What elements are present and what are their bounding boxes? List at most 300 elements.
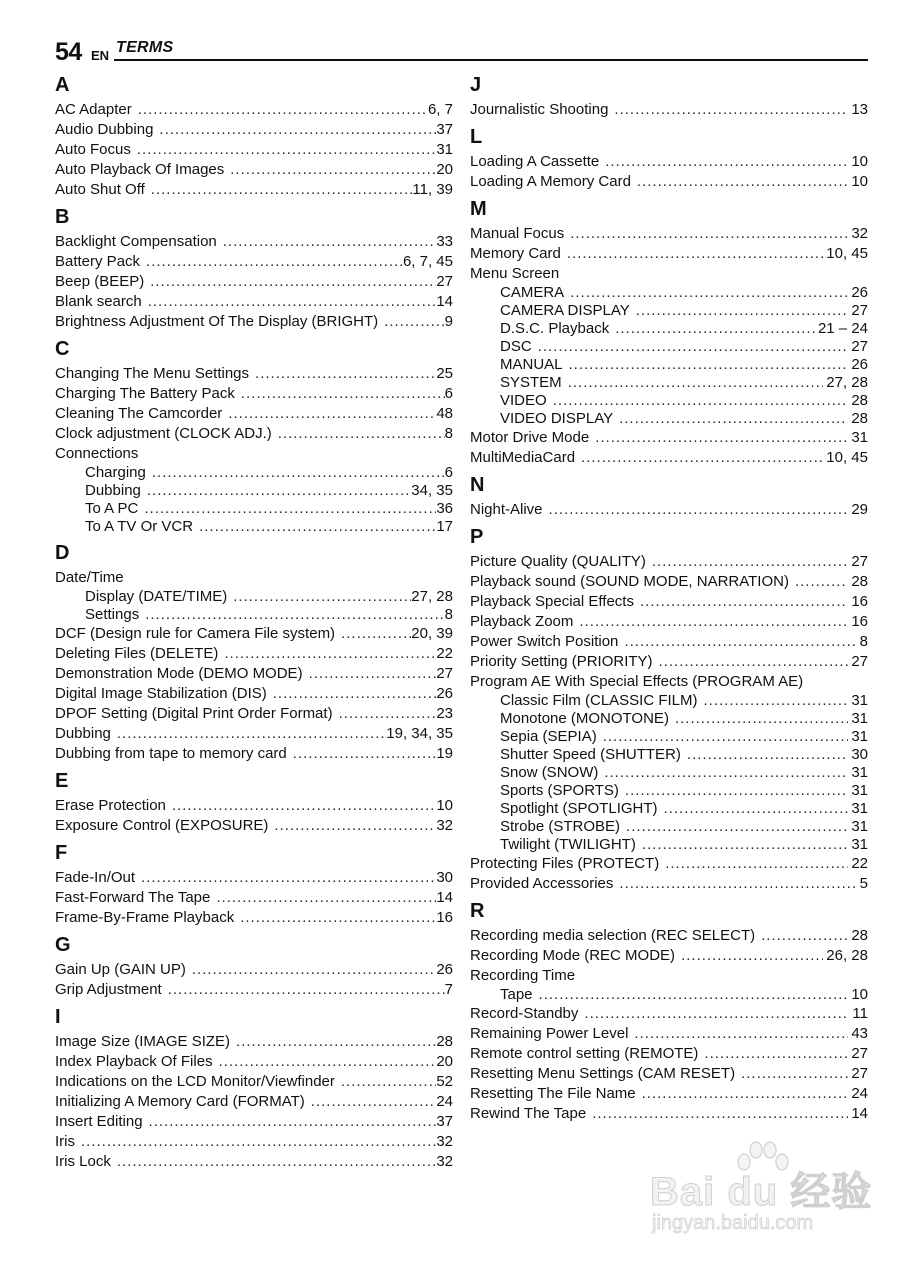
section-letter: G: [55, 934, 71, 956]
dot-leader: [568, 374, 824, 392]
index-entry: [55, 960, 453, 980]
index-entry: [55, 684, 453, 704]
index-subentry: [55, 606, 453, 624]
entry-term: Auto Playback Of Images: [55, 161, 225, 178]
dot-leader: [341, 624, 411, 644]
entry-term: AC Adapter: [55, 101, 132, 118]
entry-term: Dubbing from tape to memory card: [55, 745, 287, 762]
index-entry: [470, 672, 868, 692]
dot-leader: [148, 292, 437, 312]
entry-page-ref: 32: [436, 1153, 453, 1170]
entry-page-ref: 20: [436, 1053, 453, 1070]
entry-page-ref: 22: [851, 855, 868, 872]
dot-leader: [255, 364, 436, 384]
dot-leader: [151, 180, 413, 200]
index-entry: [55, 232, 453, 252]
entry-term: MANUAL: [500, 356, 563, 373]
entry-term: Loading A Memory Card: [470, 173, 631, 190]
dot-leader: [675, 710, 848, 728]
entry-term: Sports (SPORTS): [500, 782, 619, 799]
dot-leader: [581, 448, 823, 468]
dot-leader: [549, 500, 849, 520]
index-section-b: [55, 204, 453, 332]
entry-term: Backlight Compensation: [55, 233, 217, 250]
entry-page-ref: 14: [436, 889, 453, 906]
dot-leader: [141, 868, 436, 888]
entry-term: Motor Drive Mode: [470, 429, 590, 446]
index-entry: [55, 1072, 453, 1092]
entry-page-ref: 52: [436, 1073, 453, 1090]
entry-term: Date/Time: [55, 569, 124, 586]
dot-leader: [223, 232, 437, 252]
entry-page-ref: 11: [852, 1005, 868, 1022]
entry-term: Remaining Power Level: [470, 1025, 629, 1042]
entry-page-ref: 28: [851, 392, 868, 409]
index-entry: [55, 1152, 453, 1172]
entry-term: Power Switch Position: [470, 633, 619, 650]
dot-leader: [192, 960, 436, 980]
dot-leader: [584, 1004, 849, 1024]
entry-page-ref: 27, 28: [411, 588, 453, 605]
page-title: TERMS: [116, 39, 174, 56]
dot-leader: [216, 888, 436, 908]
section-letter: B: [55, 206, 70, 228]
entry-page-ref: 37: [436, 1113, 453, 1130]
entry-page-ref: 27: [851, 553, 868, 570]
entry-page-ref: 26: [436, 685, 453, 702]
index-entry: [55, 704, 453, 724]
dot-leader: [172, 796, 436, 816]
entry-term: Indications on the LCD Monitor/Viewfinder: [55, 1073, 335, 1090]
entry-page-ref: 28: [436, 1033, 453, 1050]
index-section-j: [470, 72, 868, 120]
dot-leader: [634, 1024, 848, 1044]
entry-term: Audio Dubbing: [55, 121, 154, 138]
index-entry: [470, 1004, 868, 1024]
dot-leader: [570, 224, 848, 244]
index-entry: [55, 384, 453, 404]
entry-page-ref: 23: [436, 705, 453, 722]
entry-page-ref: 27: [851, 302, 868, 319]
index-entry: [55, 888, 453, 908]
entry-term: Resetting The File Name: [470, 1085, 636, 1102]
entry-term: CAMERA: [500, 284, 565, 301]
dot-leader: [149, 1112, 437, 1132]
dot-leader: [538, 338, 849, 356]
entry-page-ref: 31: [851, 710, 868, 727]
entry-term: Erase Protection: [55, 797, 166, 814]
index-entry: [470, 428, 868, 448]
entry-term: Rewind The Tape: [470, 1105, 587, 1122]
entry-page-ref: 32: [436, 817, 453, 834]
dot-leader: [579, 612, 848, 632]
index-entry: [470, 152, 868, 172]
index-column-right: [470, 72, 868, 1124]
entry-page-ref: 27: [851, 1065, 868, 1082]
entry-page-ref: 6, 7, 45: [402, 253, 453, 270]
index-entry: [470, 500, 868, 520]
entry-page-ref: 26: [851, 284, 868, 301]
entry-page-ref: 24: [851, 1085, 868, 1102]
index-subentry: [470, 986, 868, 1004]
entry-term: Display (DATE/TIME): [85, 588, 228, 605]
dot-leader: [741, 1064, 848, 1084]
index-entry: [470, 854, 868, 874]
entry-page-ref: 28: [851, 410, 868, 427]
entry-term: Snow (SNOW): [500, 764, 599, 781]
dot-leader: [152, 464, 445, 482]
index-entry: [55, 404, 453, 424]
index-entry: [470, 612, 868, 632]
page-header: [55, 36, 868, 66]
index-section-n: [470, 472, 868, 520]
dot-leader: [236, 1032, 436, 1052]
entry-page-ref: 6: [444, 464, 453, 481]
entry-term: Charging: [85, 464, 146, 481]
index-subentry: [470, 392, 868, 410]
entry-page-ref: 10: [851, 986, 868, 1003]
index-entry: [55, 816, 453, 836]
dot-leader: [664, 800, 849, 818]
entry-page-ref: 24: [436, 1093, 453, 1110]
entry-page-ref: 31: [851, 764, 868, 781]
index-subentry: [470, 410, 868, 428]
dot-leader: [228, 404, 436, 424]
entry-page-ref: 26: [436, 961, 453, 978]
index-section-g: [55, 932, 453, 1000]
entry-page-ref: 11, 39: [412, 181, 453, 198]
section-letter: M: [470, 198, 487, 220]
entry-page-ref: 31: [436, 141, 453, 158]
entry-page-ref: 16: [436, 909, 453, 926]
entry-page-ref: 36: [436, 500, 453, 517]
entry-term: Program AE With Special Effects (PROGRAM AE): [470, 673, 804, 690]
entry-term: Fade-In/Out: [55, 869, 136, 886]
dot-leader: [619, 874, 856, 894]
index-subentry: [470, 320, 868, 338]
dot-leader: [199, 518, 436, 536]
dot-leader: [652, 552, 848, 572]
entry-term: Iris Lock: [55, 1153, 111, 1170]
dot-leader: [146, 252, 403, 272]
entry-term: Iris: [55, 1133, 75, 1150]
dot-leader: [603, 728, 849, 746]
entry-page-ref: 31: [851, 818, 868, 835]
index-entry: [470, 652, 868, 672]
entry-term: Blank search: [55, 293, 142, 310]
entry-term: Beep (BEEP): [55, 273, 145, 290]
index-section-c: [55, 336, 453, 536]
dot-leader: [592, 1104, 848, 1124]
entry-page-ref: 22: [436, 645, 453, 662]
dot-leader: [619, 410, 848, 428]
dot-leader: [273, 684, 437, 704]
entry-page-ref: 32: [436, 1133, 453, 1150]
entry-term: Insert Editing: [55, 1113, 143, 1130]
index-subentry: [470, 710, 868, 728]
entry-page-ref: 27: [851, 1045, 868, 1062]
dot-leader: [625, 782, 848, 800]
entry-term: Settings: [85, 606, 140, 623]
index-entry: [55, 1052, 453, 1072]
entry-term: Playback Special Effects: [470, 593, 634, 610]
index-entry: [470, 966, 868, 986]
index-entry: [55, 744, 453, 764]
section-letter: A: [55, 74, 70, 96]
entry-term: Picture Quality (QUALITY): [470, 553, 646, 570]
watermark-url: jingyan.baidu.com: [652, 1212, 814, 1234]
index-section-p: [470, 524, 868, 894]
index-section-m: [470, 196, 868, 468]
entry-term: Remote control setting (REMOTE): [470, 1045, 699, 1062]
index-entry: [470, 632, 868, 652]
index-entry: [55, 724, 453, 744]
entry-term: Auto Shut Off: [55, 181, 145, 198]
index-entry: [55, 980, 453, 1000]
dot-leader: [144, 500, 436, 518]
entry-term: Initializing A Memory Card (FORMAT): [55, 1093, 305, 1110]
entry-page-ref: 27: [436, 665, 453, 682]
entry-page-ref: 10: [851, 153, 868, 170]
entry-page-ref: 5: [859, 875, 868, 892]
entry-term: Deleting Files (DELETE): [55, 645, 219, 662]
index-entry: [55, 160, 453, 180]
entry-term: Sepia (SEPIA): [500, 728, 597, 745]
section-letter: I: [55, 1006, 61, 1028]
entry-page-ref: 31: [851, 782, 868, 799]
index-subentry: [55, 518, 453, 536]
index-section-r: [470, 898, 868, 1124]
dot-leader: [224, 644, 436, 664]
index-entry: [470, 100, 868, 120]
index-entry: [470, 172, 868, 192]
entry-term: Cleaning The Camcorder: [55, 405, 223, 422]
section-letter: N: [470, 474, 485, 496]
index-entry: [55, 424, 453, 444]
entry-term: Clock adjustment (CLOCK ADJ.): [55, 425, 272, 442]
index-entry: [55, 444, 453, 464]
index-entry: [470, 264, 868, 284]
dot-leader: [147, 482, 411, 500]
entry-page-ref: 8: [859, 633, 868, 650]
entry-term: Index Playback Of Files: [55, 1053, 213, 1070]
dot-leader: [339, 704, 437, 724]
entry-page-ref: 37: [436, 121, 453, 138]
index-subentry: [55, 588, 453, 606]
index-entry: [470, 552, 868, 572]
entry-term: DPOF Setting (Digital Print Order Format): [55, 705, 333, 722]
entry-page-ref: 14: [436, 293, 453, 310]
entry-page-ref: 20, 39: [411, 625, 453, 642]
entry-term: Classic Film (CLASSIC FILM): [500, 692, 698, 709]
index-entry: [470, 1104, 868, 1124]
section-letter: E: [55, 770, 69, 792]
entry-page-ref: 43: [851, 1025, 868, 1042]
entry-term: Tape: [500, 986, 533, 1003]
dot-leader: [293, 744, 437, 764]
entry-term: Provided Accessories: [470, 875, 614, 892]
dot-leader: [278, 424, 445, 444]
dot-leader: [704, 1044, 848, 1064]
index-subentry: [470, 782, 868, 800]
index-entry: [55, 868, 453, 888]
entry-page-ref: 26, 28: [826, 947, 868, 964]
index-subentry: [470, 728, 868, 746]
index-entry: [55, 1032, 453, 1052]
dot-leader: [614, 100, 848, 120]
index-section-l: [470, 124, 868, 192]
dot-leader: [117, 724, 386, 744]
entry-term: To A PC: [85, 500, 139, 517]
entry-page-ref: 27: [851, 338, 868, 355]
header-rule: [114, 59, 868, 61]
dot-leader: [81, 1132, 436, 1152]
dot-leader: [241, 384, 445, 404]
index-entry: [470, 448, 868, 468]
index-entry: [470, 1064, 868, 1084]
dot-leader: [230, 160, 436, 180]
entry-term: Changing The Menu Settings: [55, 365, 250, 382]
index-section-f: [55, 840, 453, 928]
entry-term: Battery Pack: [55, 253, 141, 270]
dot-leader: [795, 572, 848, 592]
index-entry: [55, 796, 453, 816]
index-section-a: [55, 72, 453, 200]
index-entry: [55, 180, 453, 200]
entry-term: Auto Focus: [55, 141, 131, 158]
index-entry: [470, 572, 868, 592]
entry-term: Playback Zoom: [470, 613, 574, 630]
entry-term: Recording Mode (REC MODE): [470, 947, 676, 964]
index-entry: [470, 946, 868, 966]
entry-page-ref: 19, 34, 35: [386, 725, 453, 742]
entry-page-ref: 6, 7: [427, 101, 453, 118]
dot-leader: [274, 816, 436, 836]
dot-leader: [761, 926, 848, 946]
dot-leader: [595, 428, 848, 448]
entry-page-ref: 31: [851, 692, 868, 709]
entry-page-ref: 8: [444, 606, 453, 623]
index-entry: [470, 1084, 868, 1104]
entry-term: Memory Card: [470, 245, 561, 262]
dot-leader: [704, 692, 849, 710]
entry-term: Strobe (STROBE): [500, 818, 621, 835]
entry-page-ref: 31: [851, 728, 868, 745]
index-column-left: [55, 72, 453, 1172]
index-entry: [55, 140, 453, 160]
section-letter: F: [55, 842, 68, 864]
entry-page-ref: 32: [851, 225, 868, 242]
index-subentry: [470, 800, 868, 818]
dot-leader: [681, 946, 823, 966]
entry-term: Fast-Forward The Tape: [55, 889, 211, 906]
entry-term: Priority Setting (PRIORITY): [470, 653, 653, 670]
dot-leader: [665, 854, 848, 874]
entry-term: Exposure Control (EXPOSURE): [55, 817, 269, 834]
section-letter: C: [55, 338, 70, 360]
entry-page-ref: 26: [851, 356, 868, 373]
index-subentry: [470, 692, 868, 710]
index-subentry: [470, 284, 868, 302]
dot-leader: [219, 1052, 437, 1072]
entry-page-ref: 10: [436, 797, 453, 814]
language-code: EN: [91, 48, 110, 63]
index-entry: [470, 224, 868, 244]
entry-page-ref: 31: [851, 429, 868, 446]
section-letter: R: [470, 900, 485, 922]
index-entry: [55, 1092, 453, 1112]
index-subentry: [55, 500, 453, 518]
dot-leader: [615, 320, 815, 338]
dot-leader: [570, 284, 848, 302]
dot-leader: [137, 140, 436, 160]
dot-leader: [642, 836, 848, 854]
index-subentry: [470, 338, 868, 356]
entry-page-ref: 16: [851, 593, 868, 610]
entry-term: Connections: [55, 445, 139, 462]
entry-term: Manual Focus: [470, 225, 565, 242]
index-entry: [55, 624, 453, 644]
entry-term: VIDEO DISPLAY: [500, 410, 614, 427]
entry-page-ref: 13: [851, 101, 868, 118]
entry-page-ref: 6: [444, 385, 453, 402]
entry-term: To A TV Or VCR: [85, 518, 194, 535]
index-subentry: [470, 302, 868, 320]
entry-term: VIDEO: [500, 392, 547, 409]
entry-page-ref: 8: [444, 425, 453, 442]
watermark-logo: Bai du 经验: [650, 1170, 873, 1214]
dot-leader: [311, 1092, 437, 1112]
dot-leader: [567, 244, 823, 264]
entry-term: Monotone (MONOTONE): [500, 710, 669, 727]
index-entry: [55, 120, 453, 140]
entry-page-ref: 9: [444, 313, 453, 330]
index-entry: [55, 664, 453, 684]
entry-page-ref: 28: [851, 573, 868, 590]
dot-leader: [569, 356, 849, 374]
entry-page-ref: 33: [436, 233, 453, 250]
entry-page-ref: 25: [436, 365, 453, 382]
index-entry: [55, 568, 453, 588]
entry-term: DCF (Design rule for Camera File system): [55, 625, 336, 642]
entry-term: Frame-By-Frame Playback: [55, 909, 235, 926]
index-subentry: [470, 374, 868, 392]
entry-term: Dubbing: [85, 482, 141, 499]
dot-leader: [604, 764, 848, 782]
entry-term: Menu Screen: [470, 265, 560, 282]
index-entry: [55, 272, 453, 292]
entry-page-ref: 30: [851, 746, 868, 763]
entry-term: Recording Time: [470, 967, 576, 984]
index-entry: [470, 1024, 868, 1044]
entry-page-ref: 20: [436, 161, 453, 178]
entry-page-ref: 10: [851, 173, 868, 190]
watermark: [650, 1140, 880, 1250]
entry-term: Demonstration Mode (DEMO MODE): [55, 665, 303, 682]
entry-term: Protecting Files (PROTECT): [470, 855, 660, 872]
entry-page-ref: 21 – 24: [817, 320, 868, 337]
entry-term: Journalistic Shooting: [470, 101, 609, 118]
entry-term: Resetting Menu Settings (CAM RESET): [470, 1065, 736, 1082]
entry-term: CAMERA DISPLAY: [500, 302, 630, 319]
dot-leader: [138, 100, 428, 120]
dot-leader: [553, 392, 849, 410]
index-subentry: [470, 356, 868, 374]
dot-leader: [168, 980, 445, 1000]
entry-term: MultiMediaCard: [470, 449, 576, 466]
index-entry: [55, 100, 453, 120]
entry-page-ref: 31: [851, 836, 868, 853]
